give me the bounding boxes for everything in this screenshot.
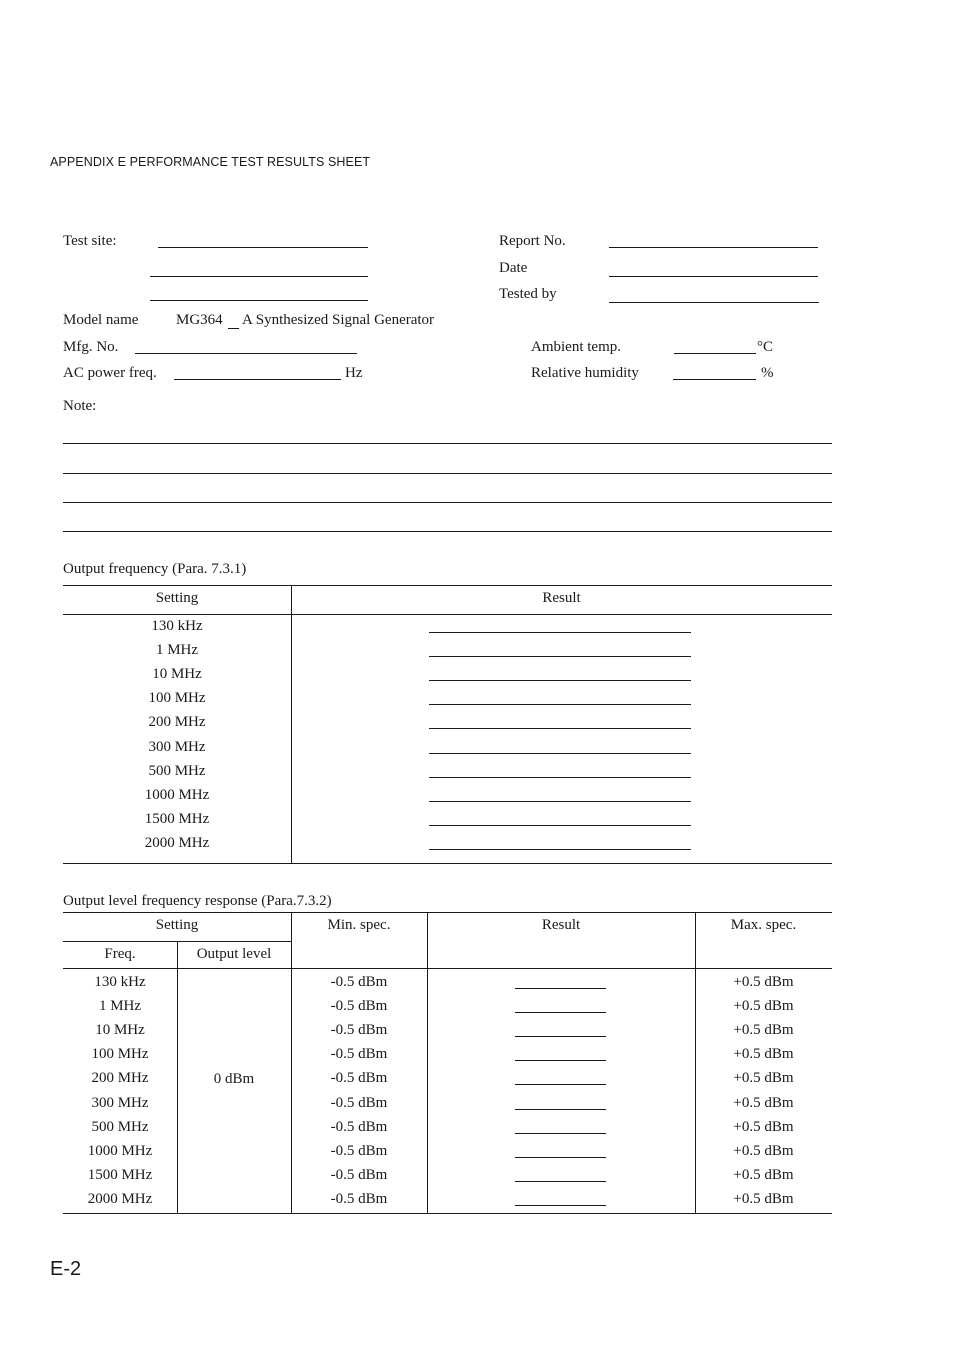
result-entry-field[interactable]: [429, 704, 691, 705]
ac-power-unit: Hz: [345, 365, 363, 381]
ambient-temp-field[interactable]: [674, 353, 756, 354]
note-label: Note:: [63, 398, 97, 414]
test-site-field-1[interactable]: [158, 247, 368, 248]
freq-value: 10 MHz: [95, 1022, 145, 1039]
table-rule: [63, 912, 832, 913]
col-header-setting: Setting: [155, 917, 199, 933]
min-spec-value: -0.5 dBm: [330, 1070, 388, 1087]
col-header-max-spec: Max. spec.: [730, 917, 797, 933]
ac-power-field[interactable]: [174, 379, 341, 380]
note-line-1[interactable]: [63, 443, 832, 444]
table-rule: [63, 585, 832, 586]
table-rule: [63, 614, 832, 615]
setting-value: 1 MHz: [155, 642, 199, 659]
table-rule: [63, 863, 832, 864]
result-entry-field[interactable]: [515, 1109, 606, 1110]
result-entry-field[interactable]: [429, 801, 691, 802]
setting-value: 200 MHz: [148, 714, 206, 731]
tested-by-label: Tested by: [499, 286, 557, 302]
ac-power-label: AC power freq.: [63, 365, 157, 381]
max-spec-value: +0.5 dBm: [733, 1166, 794, 1183]
min-spec-value: -0.5 dBm: [330, 1046, 388, 1063]
result-entry-field[interactable]: [429, 680, 691, 681]
col-header-freq: Freq.: [104, 946, 136, 962]
freq-value: 130 kHz: [94, 974, 146, 990]
freq-value: 1 MHz: [98, 998, 142, 1015]
page-number: E-2: [50, 1258, 82, 1280]
max-spec-value: +0.5 dBm: [733, 1022, 794, 1039]
output-level-value: 0 dBm: [213, 1071, 255, 1087]
mfg-no-label: Mfg. No.: [63, 339, 119, 355]
humidity-label: Relative humidity: [531, 365, 639, 381]
min-spec-value: -0.5 dBm: [330, 998, 388, 1015]
result-entry-field[interactable]: [429, 753, 691, 754]
min-spec-value: -0.5 dBm: [330, 1022, 388, 1039]
min-spec-value: -0.5 dBm: [330, 1142, 388, 1159]
freq-value: 1000 MHz: [87, 1142, 153, 1159]
result-entry-field[interactable]: [515, 1036, 606, 1037]
model-name-label: Model name: [63, 312, 139, 328]
min-spec-value: -0.5 dBm: [330, 1190, 388, 1207]
max-spec-value: +0.5 dBm: [733, 1046, 794, 1063]
col-header-result: Result: [541, 917, 581, 933]
running-head: APPENDIX E PERFORMANCE TEST RESULTS SHEET: [50, 155, 371, 169]
setting-value: 2000 MHz: [144, 834, 210, 851]
freq-value: 100 MHz: [91, 1046, 149, 1063]
setting-value: 1500 MHz: [144, 810, 210, 827]
setting-value: 130 kHz: [151, 618, 203, 634]
result-entry-field[interactable]: [515, 1133, 606, 1134]
table-rule: [291, 586, 292, 863]
result-entry-field[interactable]: [429, 728, 691, 729]
min-spec-value: -0.5 dBm: [330, 974, 388, 990]
model-description: A Synthesized Signal Generator: [242, 312, 435, 328]
min-spec-value: -0.5 dBm: [330, 1166, 388, 1183]
result-entry-field[interactable]: [515, 1157, 606, 1158]
date-field[interactable]: [609, 276, 818, 277]
min-spec-value: -0.5 dBm: [330, 1118, 388, 1135]
note-line-4[interactable]: [63, 531, 832, 532]
setting-value: 300 MHz: [148, 738, 206, 755]
max-spec-value: +0.5 dBm: [733, 974, 794, 990]
min-spec-value: -0.5 dBm: [330, 1094, 388, 1111]
freq-value: 300 MHz: [91, 1094, 149, 1111]
note-line-3[interactable]: [63, 502, 832, 503]
table-rule: [427, 913, 428, 1213]
report-no-label: Report No.: [499, 233, 566, 249]
max-spec-value: +0.5 dBm: [733, 1118, 794, 1135]
setting-value: 500 MHz: [148, 762, 206, 779]
result-entry-field[interactable]: [515, 1084, 606, 1085]
humidity-field[interactable]: [673, 379, 756, 380]
report-no-field[interactable]: [609, 247, 818, 248]
col-header-result: Result: [542, 590, 581, 606]
result-entry-field[interactable]: [515, 1060, 606, 1061]
col-header-min-spec: Min. spec.: [327, 917, 391, 933]
test-site-field-3[interactable]: [150, 300, 368, 301]
max-spec-value: +0.5 dBm: [733, 1190, 794, 1207]
table-rule: [63, 968, 832, 969]
result-entry-field[interactable]: [429, 849, 691, 850]
freq-value: 200 MHz: [91, 1070, 149, 1087]
setting-value: 10 MHz: [152, 666, 202, 683]
col-header-setting: Setting: [155, 590, 199, 606]
result-entry-field[interactable]: [515, 988, 606, 989]
test-site-field-2[interactable]: [150, 276, 368, 277]
level-response-title: Output level frequency response (Para.7.3.2): [63, 893, 332, 909]
tested-by-field[interactable]: [609, 302, 819, 303]
result-entry-field[interactable]: [429, 777, 691, 778]
freq-value: 1500 MHz: [87, 1166, 153, 1183]
output-frequency-title: Output frequency (Para. 7.3.1): [63, 561, 247, 577]
col-header-output-level: Output level: [196, 946, 272, 962]
result-entry-field[interactable]: [429, 656, 691, 657]
mfg-no-field[interactable]: [135, 353, 357, 354]
result-entry-field[interactable]: [429, 632, 691, 633]
result-entry-field[interactable]: [515, 1205, 606, 1206]
model-prefix: MG364: [176, 312, 223, 328]
setting-value: 100 MHz: [148, 690, 206, 707]
setting-value: 1000 MHz: [144, 786, 210, 803]
max-spec-value: +0.5 dBm: [733, 998, 794, 1015]
max-spec-value: +0.5 dBm: [733, 1094, 794, 1111]
result-entry-field[interactable]: [515, 1181, 606, 1182]
result-entry-field[interactable]: [515, 1012, 606, 1013]
max-spec-value: +0.5 dBm: [733, 1070, 794, 1087]
ambient-temp-label: Ambient temp.: [531, 339, 621, 355]
freq-value: 500 MHz: [91, 1118, 149, 1135]
model-option-blank[interactable]: [228, 328, 239, 329]
result-entry-field[interactable]: [429, 825, 691, 826]
max-spec-value: +0.5 dBm: [733, 1142, 794, 1159]
note-line-2[interactable]: [63, 473, 832, 474]
date-label: Date: [499, 260, 528, 276]
humidity-unit: %: [761, 365, 774, 381]
freq-value: 2000 MHz: [87, 1190, 153, 1207]
table-rule: [63, 1213, 832, 1214]
test-site-label: Test site:: [63, 233, 117, 249]
ambient-temp-unit: °C: [757, 339, 774, 355]
